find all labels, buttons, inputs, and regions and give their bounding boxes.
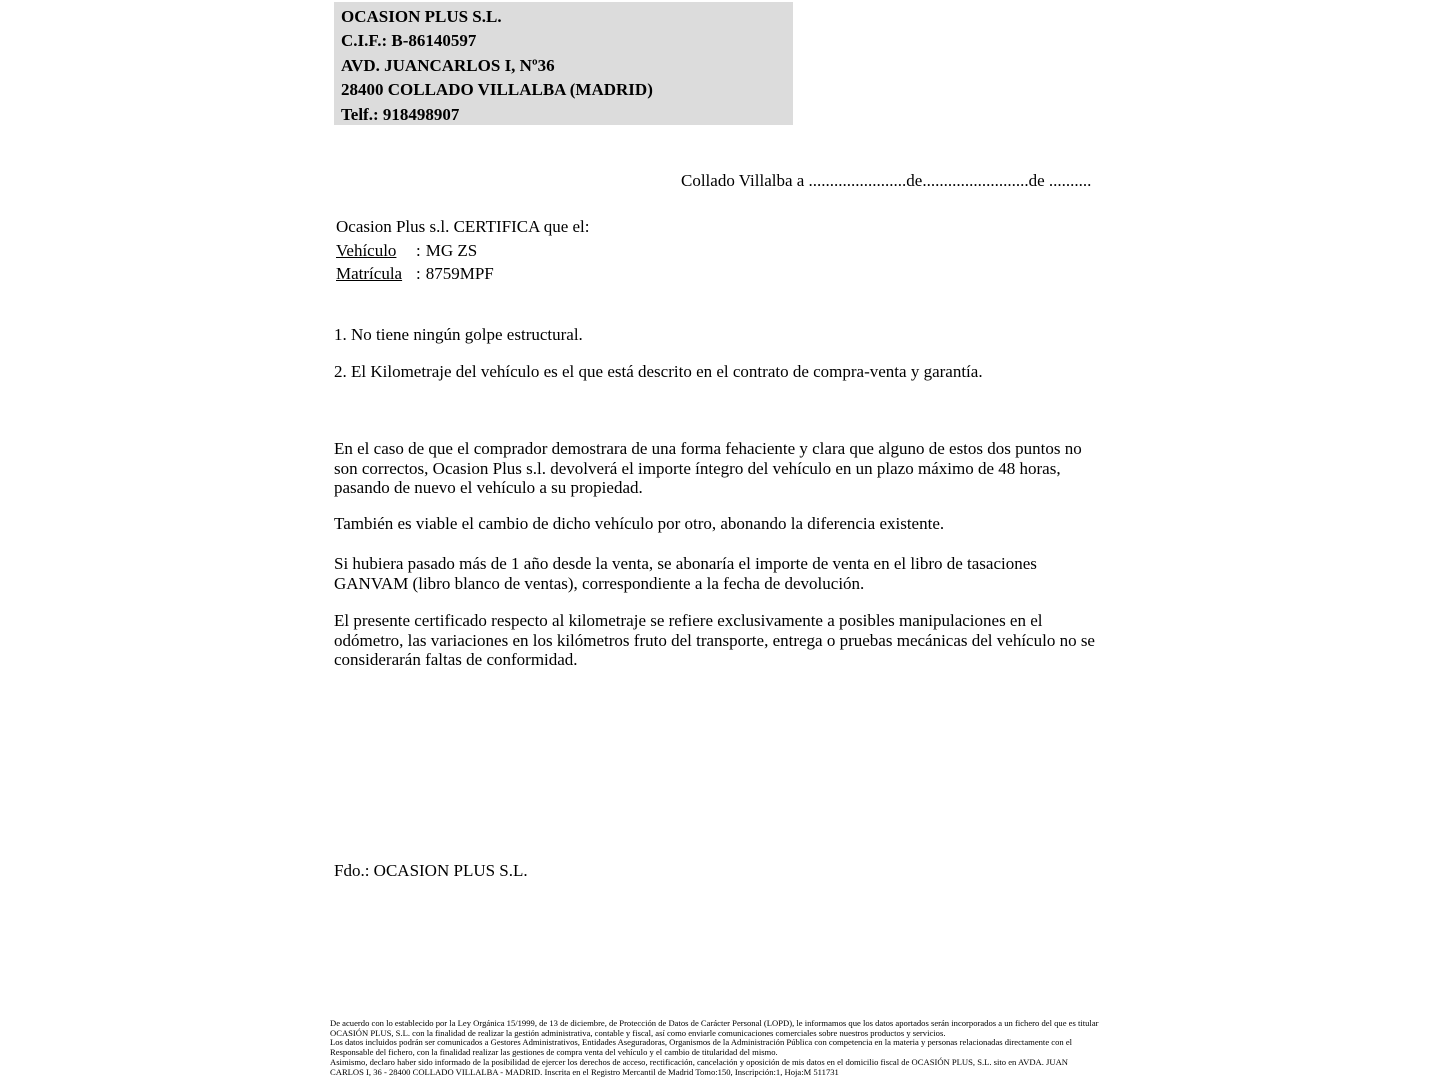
paragraph-refund: En el caso de que el comprador demostrara de una forma fehaciente y clara que alguno de estos dos puntos no son correctos, Ocasion Plus s.l. devolverá el importe íntegro del vehículo en un plazo máximo de 48 horas, pasando de nuevo el vehículo a su propiedad. xyxy=(334,439,1082,498)
company-address: AVD. JUANCARLOS I, Nº36 xyxy=(341,55,555,75)
plate-separator: : xyxy=(416,264,421,284)
vehicle-label-cell xyxy=(336,239,416,263)
company-phone: Telf.: 918498907 xyxy=(341,104,460,124)
company-name: OCASION PLUS S.L. xyxy=(341,7,502,26)
footer-line: OCASIÓN PLUS, S.L. con la finalidad de realizar la gestión administrativa, contable y fiscal, así como enviarle comunicaciones comerciales sobre nuestros productos y servicios. xyxy=(330,1027,946,1038)
vehicle-separator: : xyxy=(416,240,421,260)
footer-line: Los datos incluidos podrán ser comunicados a Gestores Administrativos, Entidades Aseguradoras, Organismos de la Administración Pública con competencia en la materia y personas relacionadas directamente con el xyxy=(330,1037,1073,1048)
clause-1: 1. No tiene ningún golpe estructural. xyxy=(334,325,583,344)
vehicle-field xyxy=(336,239,590,263)
paragraph-odometer: El presente certificado respecto al kilometraje se refiere exclusivamente a posibles manipulaciones en el odómetro, las variaciones en los kilómetros fruto del transporte, entrega o pruebas mecánicas del vehículo no se considerarán faltas de conformidad. xyxy=(334,611,1095,670)
plate-value: 8759MPF xyxy=(425,264,494,284)
footer-line: Asimismo, declaro haber sido informado de la posibilidad de ejercer los derechos de acceso, rectificación, cancelación y oposición de mis datos en el domicilio fiscal de OCASIÓN PLUS, S.L. sito en AVDA. JUAN xyxy=(330,1056,1069,1067)
footer-line: De acuerdo con lo establecido por la Ley Orgánica 15/1999, de 13 de diciembre, de Protección de Datos de Carácter Personal (LOPD), le informamos que los datos aportados serán incorporados a un fichero del que es titular xyxy=(330,1018,1099,1028)
paragraph-ganvam: Si hubiera pasado más de 1 año desde la venta, se abonaría el importe de venta en el libro de tasaciones GANVAM (libro blanco de ventas), correspondiente a la fecha de devolución. xyxy=(334,554,1037,593)
plate-label-cell xyxy=(336,262,416,286)
vehicle-value: MG ZS xyxy=(425,240,478,260)
company-cif: C.I.F.: B-86140597 xyxy=(341,31,477,51)
plate-field xyxy=(336,262,590,286)
paragraph-exchange: También es viable el cambio de dicho vehículo por otro, abonando la diferencia existente. xyxy=(334,514,945,533)
footer-line: CARLOS I, 36 - 28400 COLLADO VILLALBA - MADRID. Inscrita en el Registro Mercantil de Madrid Tomo:150, Inscripción:1, Hoja:M 511731 xyxy=(330,1066,839,1077)
letterhead xyxy=(334,2,793,125)
certification-block xyxy=(336,215,590,286)
signature-line: Fdo.: OCASION PLUS S.L. xyxy=(334,861,528,880)
footer-line: Responsable del fichero, con la finalidad realizar las gestiones de compra venta del vehículo y el cambio de titularidad del mismo. xyxy=(330,1047,778,1058)
date-line: Collado Villalba a .......................de.........................de .......... xyxy=(681,171,1092,190)
vehicle-label: Vehículo xyxy=(336,240,397,260)
company-city: 28400 COLLADO VILLALBA (MADRID) xyxy=(341,80,653,100)
plate-label: Matrícula xyxy=(336,264,403,284)
legal-footer xyxy=(330,1019,1099,1077)
certify-intro: Ocasion Plus s.l. CERTIFICA que el: xyxy=(336,217,590,236)
clause-2: 2. El Kilometraje del vehículo es el que está descrito en el contrato de compra-venta y garantía. xyxy=(334,362,983,381)
